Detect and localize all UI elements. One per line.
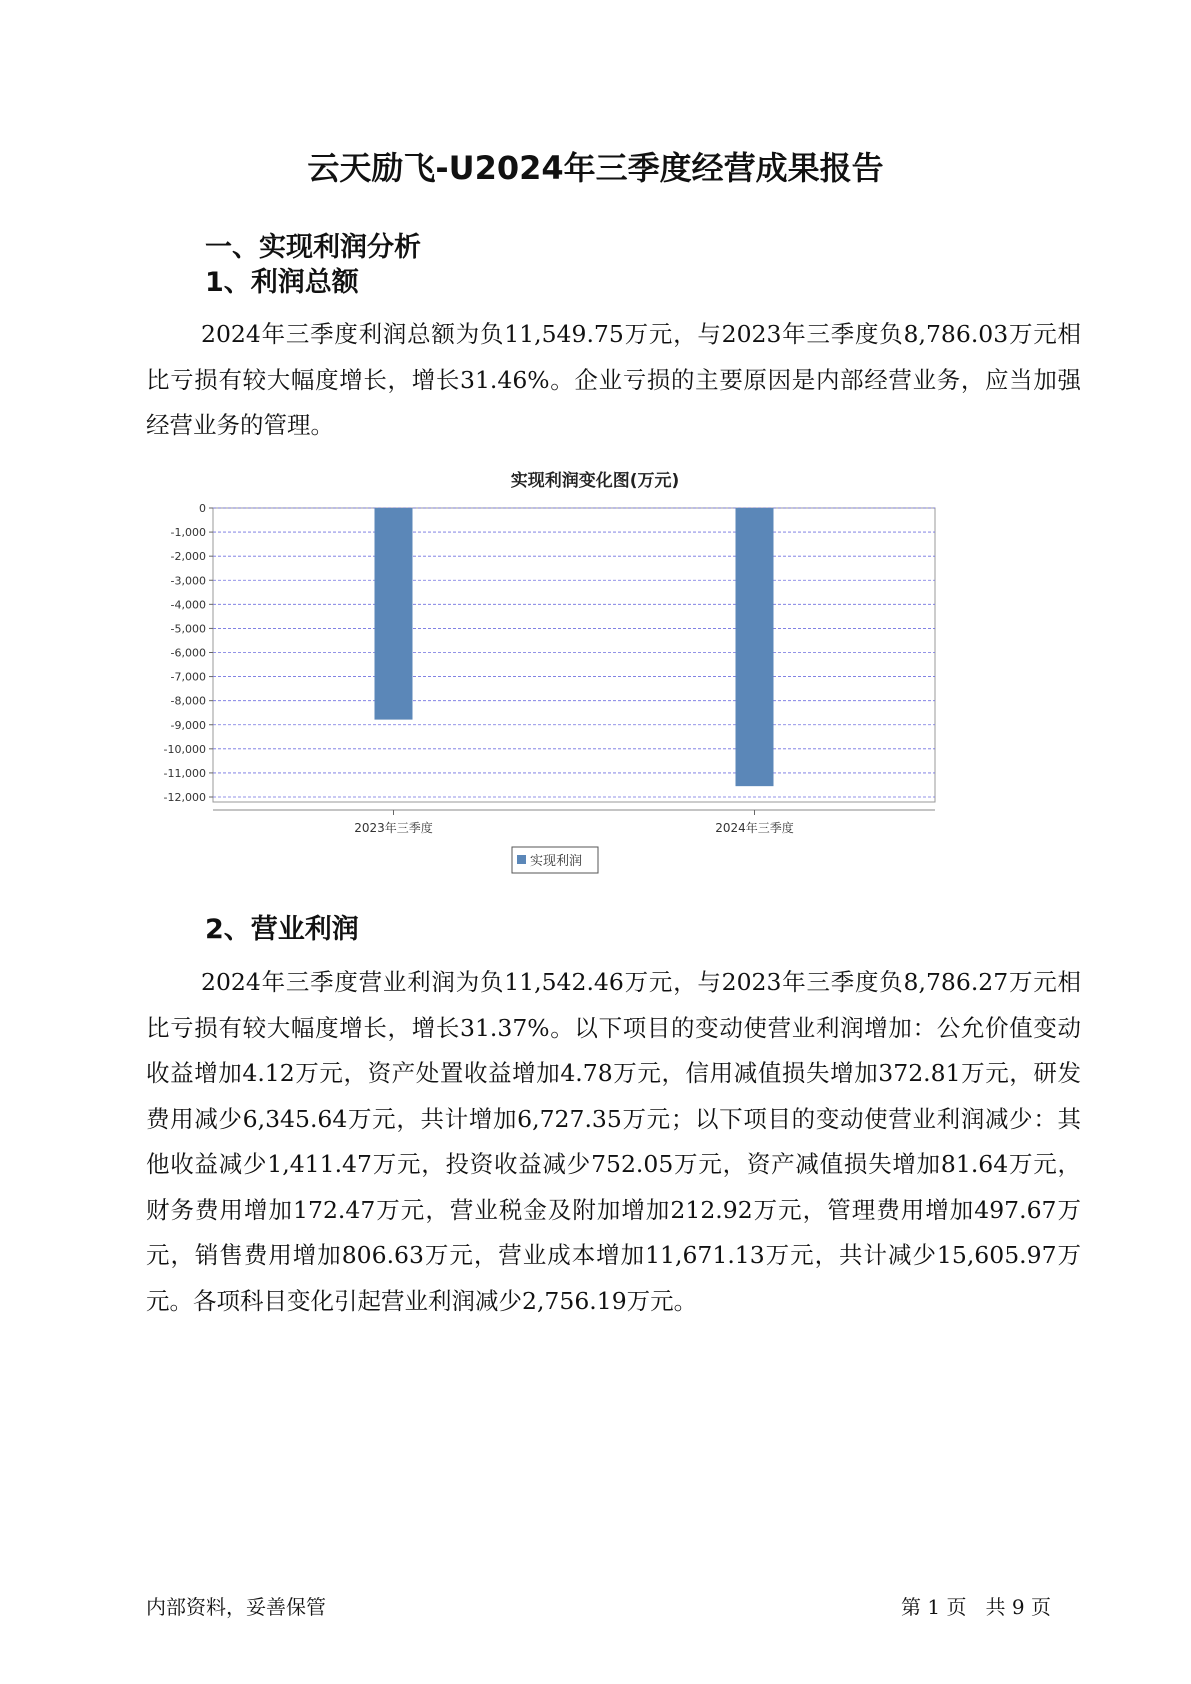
y-tick-label: -7,000 (170, 670, 206, 684)
bar-2 (736, 508, 774, 786)
y-tick-label: -11,000 (163, 766, 206, 780)
chart-title: 实现利润变化图(万元) (510, 471, 680, 491)
y-tick-label: -12,000 (163, 791, 206, 804)
bar-1 (375, 508, 413, 720)
y-axis-ticks (164, 502, 213, 804)
plot-area (213, 508, 935, 802)
paragraph-total-profit: 2024年三季度利润总额为负11,549.75万元，与2023年三季度负8,786.03万元相比亏损有较大幅度增长，增长31.46%。企业亏损的主要原因是内部经营业务，应当加强经营业务的管理。 (146, 320, 1081, 439)
legend-label: 实现利润 (530, 854, 583, 869)
y-tick-label: -4,000 (170, 598, 206, 612)
section-heading-profit-analysis: 一、实现利润分析 (205, 232, 421, 263)
x-tick-label: 2023年三季度 (354, 821, 433, 835)
profit-change-chart (160, 471, 1030, 950)
report-title: 云天励飞-U2024年三季度经营成果报告 (307, 149, 884, 187)
y-tick-label: -8,000 (170, 694, 206, 708)
y-tick-label: -10,000 (163, 742, 206, 756)
y-tick-label: -3,000 (170, 574, 206, 588)
paragraph-operating-profit: 2024年三季度营业利润为负11,542.46万元，与2023年三季度负8,786.27万元相比亏损有较大幅度增长，增长31.37%。以下项目的变动使营业利润增加：公允价值变动收益增加4.12万元，资产处置收益增加4.78万元，信用减值损失增加372.81万元，研发费用减少6,345.64万元，共计增加6,727.35万元；以下项目的变动使营业利润减少：其他收益减少1,411.47万元，投资收益减少752.05万元，资产减值损失增加81.64万元，财务费用增加172.47万元，营业税金及附加增加212.92万元，管理费用增加497.67万元，销售费用增加806.63万元，营业成本增加11,671.13万元，共计减少15,605.97万元。各项科目变化引起营业利润减少2,756.19万元。 (146, 968, 1081, 1315)
subheading-total-profit: 1、利润总额 (205, 267, 359, 298)
x-tick-label: 2024年三季度 (715, 821, 794, 835)
footer-confidential-note: 内部资料，妥善保管 (146, 1595, 326, 1619)
y-tick-label: -9,000 (170, 718, 206, 732)
x-axis-ticks (354, 810, 794, 835)
footer-page-number: 第 1 页 共 9 页 (901, 1595, 1051, 1619)
y-tick-label: -5,000 (170, 622, 206, 636)
chart-legend (512, 847, 598, 873)
legend-swatch (517, 855, 526, 864)
y-tick-label: -1,000 (170, 526, 206, 540)
subheading-operating-profit: 2、营业利润 (205, 914, 359, 945)
profit-bar-chart-svg (160, 471, 1030, 950)
y-tick-label: 0 (199, 502, 206, 515)
y-tick-label: -2,000 (170, 550, 206, 564)
y-tick-label: -6,000 (170, 646, 206, 660)
